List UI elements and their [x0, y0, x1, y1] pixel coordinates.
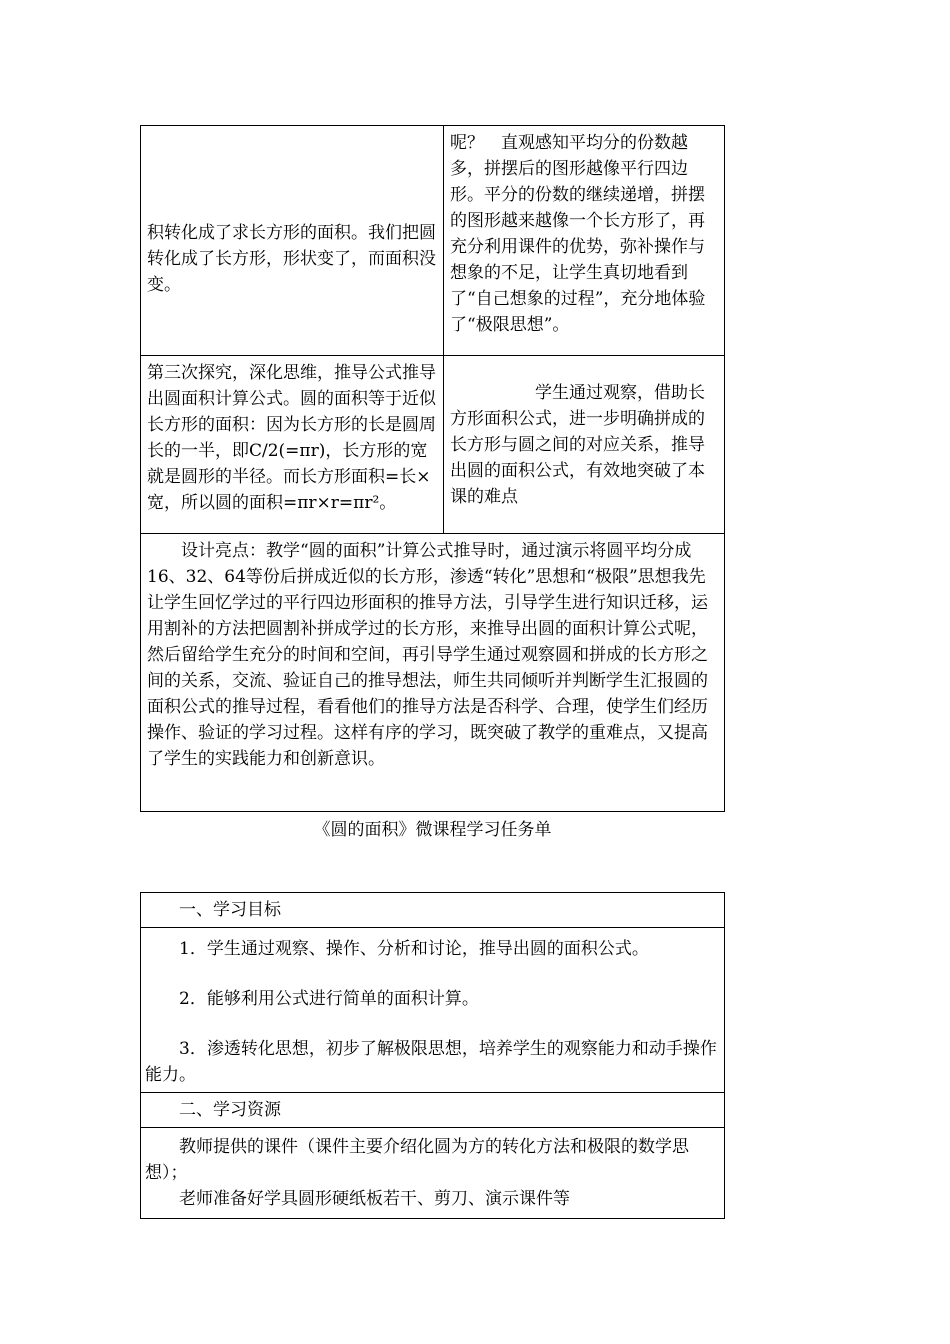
task-sheet-table [140, 892, 725, 1219]
resource-item: 教师提供的课件（课件主要介绍化圆为方的转化方法和极限的数学思想）； [145, 1137, 689, 1183]
table-cell [141, 928, 725, 1093]
table-cell [444, 126, 725, 356]
table-cell [141, 893, 725, 928]
cell-text: 学生通过观察，借助长方形面积公式，进一步明确拼成的长方形与圆之间的对应关系，推导出圆的面积公式，有效地突破了本课的难点 [450, 382, 705, 507]
section-title: 一、学习目标 [179, 900, 281, 920]
table-row [141, 1093, 725, 1128]
learning-goal: 1．学生通过观察、操作、分析和讨论，推导出圆的面积公式。 [179, 939, 649, 959]
table-row [141, 534, 725, 812]
table-row [141, 928, 725, 1093]
learning-goal: 3．渗透转化思想，初步了解极限思想，培养学生的观察能力和动手操作能力。 [145, 1039, 717, 1085]
spacer [145, 962, 720, 986]
table-cell [141, 126, 444, 356]
resource-item: 老师准备好学具圆形硬纸板若干、剪刀、演示课件等 [179, 1189, 570, 1209]
table-row [141, 356, 725, 534]
lesson-design-table [140, 125, 725, 812]
table-cell [141, 1093, 725, 1128]
table-row [141, 893, 725, 928]
cell-text: 积转化成了求长方形的面积。我们把圆转化成了长方形，形状变了，而面积没变。 [147, 222, 436, 295]
table-cell [141, 356, 444, 534]
section-title: 二、学习资源 [179, 1100, 281, 1120]
design-highlight-text: 设计亮点：教学“圆的面积”计算公式推导时，通过演示将圆平均分成16、32、64等份后拼成近似的长方形，渗透“转化”思想和“极限”思想我先让学生回忆学过的平行四边形面积的推导方法，引导学生进行知识迁移，运用割补的方法把圆割补拼成学过的长方形，来推导出圆的面积计算公式呢，然后留给学生充分的时间和空间，再引导学生通过观察圆和拼成的长方形之间的关系，交流、验证自己的推导想法，师生共同倾听并判断学生汇报圆的面积公式的推导过程，看看他们的推导方法是否科学、合理，使学生们经历操作、验证的学习过程。这样有序的学习，既突破了教学的重难点，又提高了学生的实践能力和创新意识。 [147, 541, 708, 769]
cell-text: 第三次探究，深化思维，推导公式推导出圆面积计算公式。圆的面积等于近似长方形的面积：因为长方形的长是圆周长的一半，即C/2(=πr)，长方形的宽就是圆形的半径。而长方形面积=长×宽，所以圆的面积=πr×r=πr²。 [147, 363, 436, 513]
table-cell [141, 1128, 725, 1219]
learning-goal: 2．能够利用公式进行简单的面积计算。 [179, 989, 479, 1009]
cell-text: 呢？ 直观感知平均分的份数越多，拼摆后的图形越像平行四边形。平分的份数的继续递增，拼摆的图形越来越像一个长方形了，再充分利用课件的优势，弥补操作与想象的不足，让学生真切地看到了“自己想象的过程”，充分地体验了“极限思想”。 [450, 133, 706, 335]
document-title: 《圆的面积》微课程学习任务单 [313, 820, 552, 840]
table-cell [444, 356, 725, 534]
table-cell [141, 534, 725, 812]
table-row [141, 126, 725, 356]
spacer [145, 1012, 720, 1036]
table-row [141, 1128, 725, 1219]
